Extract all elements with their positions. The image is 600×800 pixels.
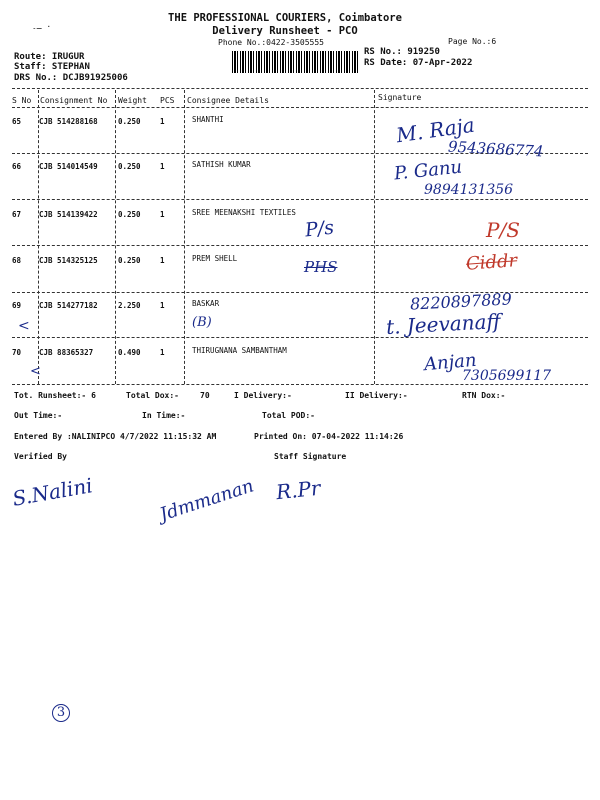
rs-date: RS Date: 07-Apr-2022 [364,58,473,68]
row-consignee: SHANTHI [192,115,224,124]
row-consignment: CJB 514325125 [39,256,98,265]
staff-signature-1: Jdmmanan [157,475,257,526]
row-consignment: CJB 514277182 [39,301,98,310]
mark-r69: (B) [192,315,212,330]
runsheet-subtitle: Delivery Runsheet - PCO [212,25,358,37]
barcode [232,51,358,73]
phone-r70: 7305699117 [462,368,552,384]
total-dox-label: Total Dox:- [126,391,179,400]
phone-number: Phone No.:0422-3505555 [218,38,324,47]
row-sno: 65 [12,117,22,126]
row-pcs: 1 [160,210,165,219]
row-pcs: 1 [160,301,165,310]
row-sno: 66 [12,162,22,171]
entered-by: Entered By :NALINIPCO 4/7/2022 11:15:32 AM [14,432,217,441]
tick-r70: < [30,364,41,379]
phone-r65: 9543686774 [447,137,544,161]
col-header-consignment: Consignment No [40,96,108,105]
row-weight: 0.250 [118,256,141,265]
table-head-rule [12,107,588,108]
total-dox-value: 70 [200,391,210,400]
signature-r69: t. Jeevanaff [385,309,502,339]
printed-on: Printed On: 07-04-2022 11:14:26 [254,432,404,441]
verified-signature: S.Nalini [10,473,95,511]
row-weight: 0.250 [118,117,141,126]
col-header-pcs: PCS [160,96,175,105]
in-time: In Time:- [142,411,186,420]
row-weight: 0.490 [118,348,141,357]
col-divider [38,90,39,384]
row-sno: 68 [12,256,22,265]
row-sno: 70 [12,348,22,357]
row-pcs: 1 [160,256,165,265]
ps-mark-r67: P/s [303,216,336,242]
phone-r69: 8220897889 [409,289,513,314]
col-divider [374,90,375,384]
page-number: Page No.:6 [448,37,497,46]
rtn-dox: RTN Dox:- [462,391,506,400]
row-weight: 0.250 [118,210,141,219]
tick-r69: < [18,318,30,334]
row-consignee: SATHISH KUMAR [192,160,251,169]
row-weight: 0.250 [118,162,141,171]
row-sno: 69 [12,301,22,310]
drs-number: DRS No.: DCJB91925006 [14,73,128,83]
row-consignee: BASKAR [192,299,220,308]
col-header-consignee: Consignee Details [187,96,269,105]
row-pcs: 1 [160,162,165,171]
red-mark-r68: Ciddr [465,250,518,275]
col-header-signature: Signature [378,93,422,102]
ii-delivery: II Delivery:- [345,391,408,400]
i-delivery: I Delivery:- [234,391,292,400]
total-pod: Total POD:- [262,411,315,420]
row-pcs: 1 [160,117,165,126]
row-consignee: THIRUGNANA SAMBANTHAM [192,346,287,355]
out-time: Out Time:- [14,411,63,420]
row-weight: 2.250 [118,301,141,310]
staff-signature-2: R.Pr [274,475,322,505]
verified-by: Verified By [14,452,67,461]
row-consignment: CJB 514014549 [39,162,98,171]
row-rule [12,199,588,200]
row-rule [12,245,588,246]
route: Route: IRUGUR [14,52,85,62]
row-consignment: CJB 88365327 [39,348,94,357]
col-header-weight: Weight [118,96,147,105]
total-runsheet: Tot. Runsheet:- 6 [14,391,96,400]
col-header-sno: S No [12,96,32,105]
rs-number: RS No.: 919250 [364,47,440,57]
table-bottom-rule [12,384,588,385]
col-divider [184,90,185,384]
page-circle-mark: 3 [52,704,70,722]
row-pcs: 1 [160,348,165,357]
table-top-rule [12,88,588,89]
signature-r66: P. Ganu [393,156,464,185]
phone-r66: 9894131356 [424,182,514,198]
corner-mark: ـ۔ · [32,22,52,31]
signature-r65: M. Raja [394,112,477,148]
row-consignment: CJB 514288168 [39,117,98,126]
row-sno: 67 [12,210,22,219]
row-rule [12,337,588,338]
row-consignee: PREM SHELL [192,254,238,263]
staff-signature-label: Staff Signature [274,452,347,461]
row-consignment: CJB 514139422 [39,210,98,219]
ps-red-r67: P/S [486,218,520,242]
signature-r70: Anjan [423,349,478,376]
staff: Staff: STEPHAN [14,62,90,72]
struck-mark-r68: PHS [304,258,338,276]
col-divider [115,90,116,384]
company-name: THE PROFESSIONAL COURIERS, Coimbatore [168,12,402,24]
row-consignee: SREE MEENAKSHI TEXTILES [192,208,296,217]
